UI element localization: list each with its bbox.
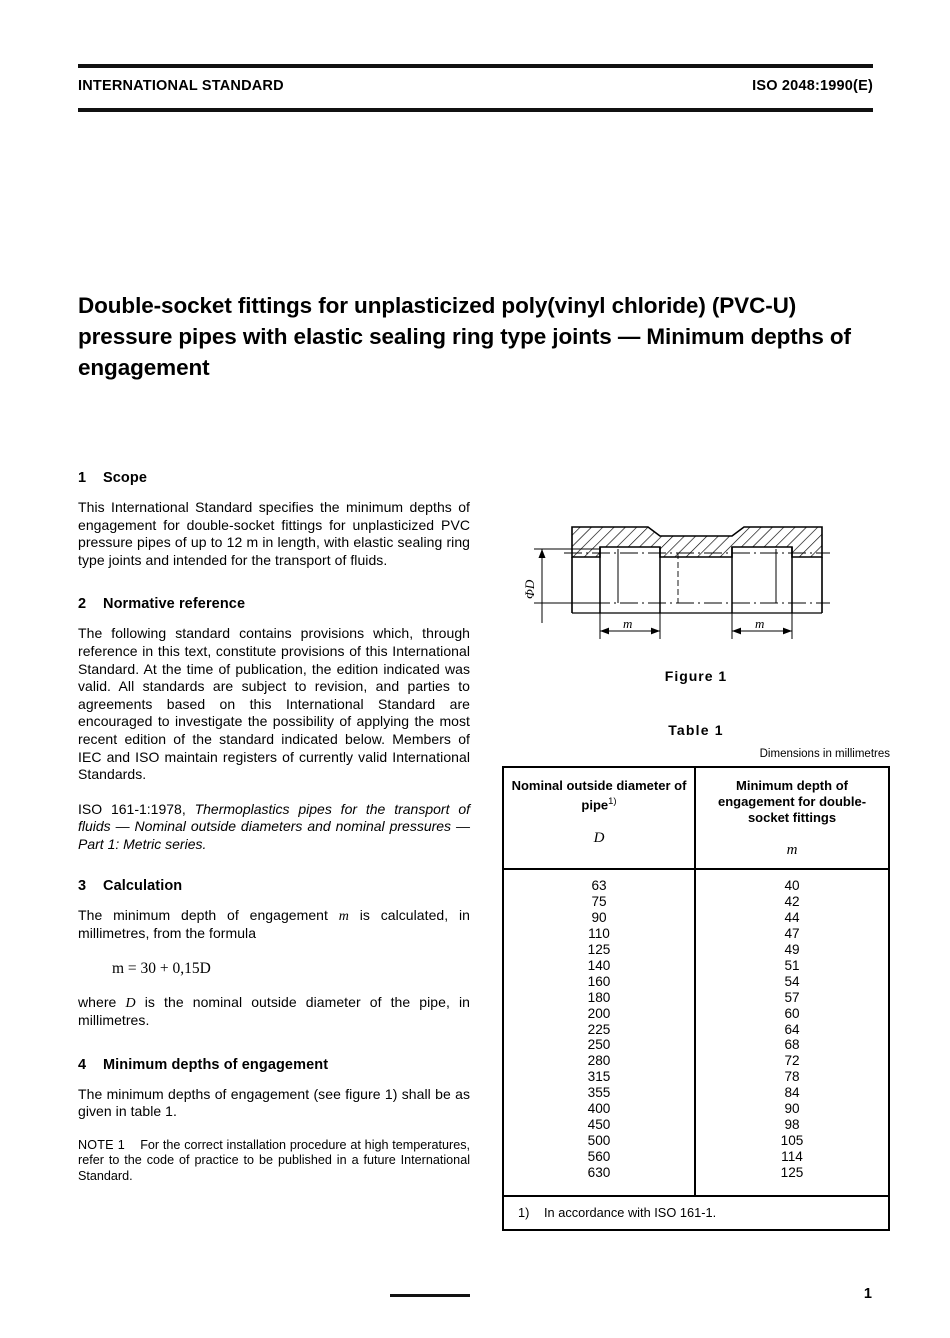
section-heading-normative-reference: [78, 596, 470, 612]
table-dimensions-note: Dimensions in millimetres: [759, 748, 890, 760]
table-cell-diameter: 75: [591, 894, 607, 910]
section-title-4: Minimum depths of engagement: [103, 1056, 329, 1073]
section-heading-minimum-depths: [78, 1057, 470, 1073]
section-number-2: 2: [78, 596, 87, 613]
table-cell-diameter: 450: [587, 1116, 611, 1132]
calculation-where-clause: [78, 994, 470, 1030]
table-cell-depth: 40: [784, 878, 800, 894]
variable-m: m: [338, 908, 349, 924]
table-header-label-depth: Minimum depth of engagement for double-socket fittings: [717, 778, 867, 825]
table-header-label-diameter: [510, 778, 688, 813]
table-cell-diameter: 140: [587, 957, 611, 973]
figure-m-label-right: m: [755, 616, 765, 631]
col1-header-text: Nominal outside diameter of pipe: [511, 778, 687, 813]
section-title-2: Normative reference: [103, 596, 246, 613]
left-column: [78, 470, 470, 1184]
section-title-1: Scope: [103, 470, 148, 486]
table-cell-depth: 64: [784, 1021, 800, 1037]
normative-reference-entry: [78, 801, 470, 854]
note-label: NOTE 1: [78, 1138, 125, 1153]
table-cell-diameter: 125: [587, 942, 611, 958]
table-cell-diameter: 90: [591, 910, 607, 926]
formula-depth-of-engagement: m = 30 + 0,15D: [112, 959, 211, 977]
page-number: 1: [863, 1286, 872, 1302]
section-number-1: 1: [78, 470, 87, 486]
table-cell-depth: 60: [784, 1005, 800, 1021]
figure-m-label-left: m: [623, 616, 633, 631]
table-cell-depth: 78: [784, 1069, 800, 1085]
table-title: Table 1: [668, 722, 724, 738]
table-column-depth-values: [696, 870, 888, 1194]
table-column-diameter-values: [504, 870, 696, 1194]
table-cell-diameter: 280: [587, 1053, 611, 1069]
table-cell-depth: 84: [784, 1085, 800, 1101]
table-cell-depth: 49: [784, 942, 800, 958]
table-header-symbol-D: D: [593, 829, 605, 846]
table-cell-depth: 125: [780, 1164, 804, 1180]
section-heading-scope: [78, 470, 470, 486]
table-cell-depth: 114: [781, 1148, 803, 1164]
table-cell-diameter: 315: [587, 1069, 611, 1085]
reference-designation: ISO 161-1:1978,: [78, 800, 195, 817]
table-cell-depth: 98: [784, 1116, 800, 1132]
section-heading-calculation: [78, 878, 470, 894]
col1-header-footnote-mark: 1): [608, 795, 617, 807]
table-cell-depth: 105: [780, 1132, 804, 1148]
normative-paragraph: The following standard contains provisions which, through reference in this text, constitute provisions of this International Standard. At the time of publication, the edition indicated was valid. All standards are subject to revision, and parties to agreements based on this International Standard are encouraged to investigate the possibility of applying the most recent edition of the standard indicated below. Members of IEC and ISO maintain registers of currently valid International Standards.: [78, 625, 470, 783]
table-cell-diameter: 630: [587, 1164, 611, 1180]
table-cell-depth: 68: [784, 1037, 800, 1053]
figure-diameter-label: ΦD: [522, 579, 537, 599]
table-cell-depth: 47: [784, 926, 800, 942]
calculation-intro-post: is calculated, in millimetres, from the formula: [78, 906, 470, 942]
table-cell-diameter: 560: [587, 1148, 611, 1164]
table-header-cell-diameter: [504, 768, 696, 868]
table-cell-diameter: 180: [587, 989, 611, 1005]
table-header-symbol-m: m: [786, 842, 798, 859]
table-cell-diameter: 225: [587, 1021, 611, 1037]
header-bottom-rule: [78, 108, 873, 112]
table-footnote: [504, 1195, 888, 1229]
table-body: [504, 870, 888, 1194]
table-cell-diameter: 160: [587, 973, 611, 989]
section-number-4: 4: [78, 1056, 87, 1073]
variable-D: D: [125, 995, 136, 1011]
table-cell-diameter: 500: [587, 1132, 611, 1148]
table-footnote-mark: 1): [518, 1204, 530, 1220]
note-1: [78, 1138, 470, 1184]
table-cell-depth: 42: [784, 894, 800, 910]
where-post: is the nominal outside diameter of the pipe, in millimetres.: [78, 993, 471, 1029]
footer-rule: [390, 1294, 470, 1297]
table-cell-diameter: 200: [587, 1005, 611, 1021]
header-top-rule: [78, 64, 873, 68]
minimum-depths-paragraph: The minimum depths of engagement (see figure 1) shall be as given in table 1.: [78, 1085, 470, 1120]
scope-paragraph: This International Standard specifies the minimum depths of engagement for double-socket fittings for unplasticized PVC pressure pipes of up to 12 m in length, with elastic sealing ring type joints and intended for the transport of fluids.: [78, 499, 470, 568]
table-cell-diameter: 400: [587, 1101, 611, 1117]
table-cell-diameter: 355: [587, 1085, 611, 1101]
table-cell-diameter: 110: [588, 926, 610, 942]
table-cell-depth: 51: [784, 957, 800, 973]
section-title-3: Calculation: [103, 877, 183, 894]
page-title: Double-socket fittings for unplasticized poly(vinyl chloride) (PVC-U) pressure pipes with elastic sealing ring type joints — Minimum depths of engagement: [78, 293, 851, 380]
double-socket-fitting-drawing: [500, 505, 892, 655]
table-1: [502, 766, 890, 1231]
table-header-row: [504, 768, 888, 870]
reference-title: Thermoplastics pipes for the transport of fluids — Nominal outside diameters and nominal pressures — Part 1: Metric series.: [78, 800, 470, 852]
header-standard-label: INTERNATIONAL STANDARD: [78, 78, 284, 94]
table-header-cell-depth: [696, 768, 888, 868]
note-text: For the correct installation procedure at high temperatures, refer to the code of practice to be published in a future International Standard.: [78, 1138, 470, 1183]
header-standard-number: ISO 2048:1990(E): [752, 78, 873, 94]
section-number-3: 3: [78, 877, 87, 894]
where-pre: where: [78, 993, 126, 1010]
calculation-intro-pre: The minimum depth of engagement: [78, 906, 339, 923]
table-cell-depth: 90: [784, 1101, 800, 1117]
table-cell-depth: 44: [784, 910, 800, 926]
table-cell-diameter: 250: [587, 1037, 611, 1053]
table-footnote-text: In accordance with ISO 161-1.: [544, 1204, 717, 1220]
table-cell-diameter: 63: [591, 878, 607, 894]
calculation-intro: [78, 907, 470, 943]
figure-1-container: [500, 505, 892, 684]
figure-caption: Figure 1: [664, 668, 728, 684]
table-cell-depth: 57: [784, 989, 800, 1005]
table-cell-depth: 54: [784, 973, 800, 989]
table-cell-depth: 72: [784, 1053, 800, 1069]
